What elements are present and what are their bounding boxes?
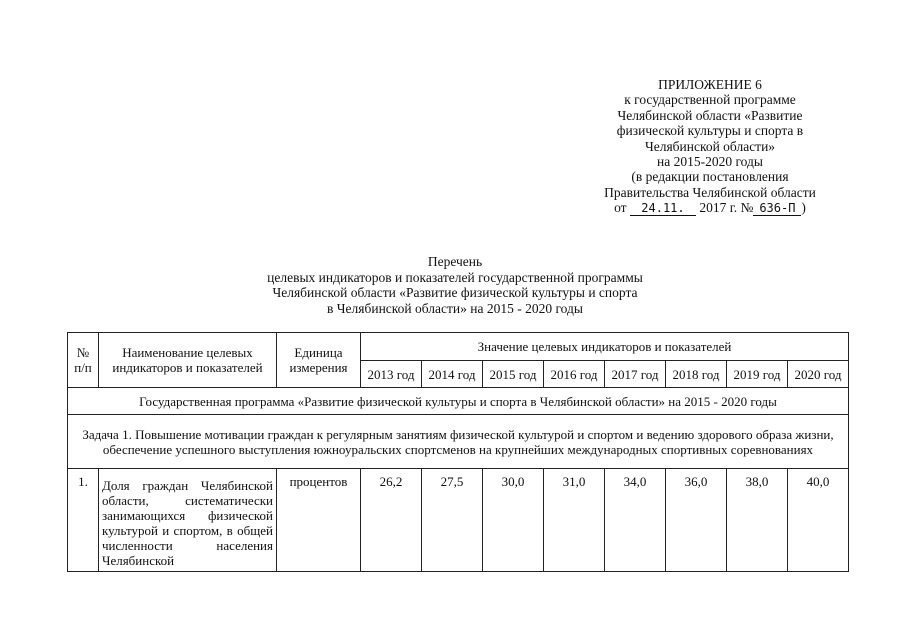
row-value: 26,2: [361, 469, 422, 572]
header-values-group: Значение целевых индикаторов и показателей: [361, 333, 849, 361]
appendix-line: на 2015-2020 годы: [657, 154, 763, 170]
appendix-line: ПРИЛОЖЕНИЕ 6: [658, 77, 762, 92]
appendix-line: (в редакции постановления: [631, 169, 789, 185]
document-title: [150, 254, 760, 316]
title-line: в Челябинской области» на 2015 - 2020 годы: [327, 300, 583, 316]
date-suffix: ): [801, 200, 806, 216]
row-value: 30,0: [483, 469, 544, 572]
header-year: 2018 год: [666, 361, 727, 388]
header-year: 2016 год: [544, 361, 605, 388]
header-year: 2019 год: [727, 361, 788, 388]
appendix-header: [560, 77, 860, 216]
row-num: 1.: [68, 469, 99, 572]
row-name: Доля граждан Челябинской области, систематически занимающихся физической культурой и спортом, в общей численности населения Челябинской: [99, 469, 277, 572]
appendix-date-line: [560, 200, 860, 216]
row-unit: процентов: [277, 469, 361, 572]
row-value: 40,0: [788, 469, 849, 572]
header-year: 2014 год: [422, 361, 483, 388]
indicators-table: [67, 332, 849, 572]
header-num: № п/п: [68, 333, 99, 388]
row-value: 36,0: [666, 469, 727, 572]
date-prefix: от: [614, 200, 627, 216]
header-year: 2017 год: [605, 361, 666, 388]
appendix-line: Челябинской области «Развитие: [617, 107, 803, 123]
row-value: 27,5: [422, 469, 483, 572]
header-unit: Единица измерения: [277, 333, 361, 388]
title-line: целевых индикаторов и показателей государственной программы: [267, 269, 643, 285]
handwritten-date: 24.11.: [630, 202, 696, 216]
date-middle: 2017 г. №: [699, 200, 754, 216]
header-name: Наименование целевых индикаторов и показателей: [99, 333, 277, 388]
header-year: 2013 год: [361, 361, 422, 388]
title-line: Перечень: [427, 254, 483, 269]
header-year: 2015 год: [483, 361, 544, 388]
task-row: Задача 1. Повышение мотивации граждан к регулярным занятиям физической культурой и спортом и ведению здорового образа жизни, обеспечение успешного выступления южноуральских спортсменов на крупнейших международных спортивных соревнованиях: [68, 415, 849, 469]
appendix-line: Челябинской области»: [644, 138, 776, 154]
title-line: Челябинской области «Развитие физической культуры и спорта: [272, 285, 638, 300]
program-row: Государственная программа «Развитие физической культуры и спорта в Челябинской области» на 2015 - 2020 годы: [68, 388, 849, 415]
appendix-line: физической культуры и спорта в: [616, 123, 804, 139]
handwritten-number: 636-П: [753, 202, 801, 216]
appendix-line: Правительства Челябинской области: [604, 184, 816, 200]
appendix-line: к государственной программе: [624, 92, 796, 108]
row-value: 34,0: [605, 469, 666, 572]
row-value: 31,0: [544, 469, 605, 572]
row-value: 38,0: [727, 469, 788, 572]
header-year: 2020 год: [788, 361, 849, 388]
